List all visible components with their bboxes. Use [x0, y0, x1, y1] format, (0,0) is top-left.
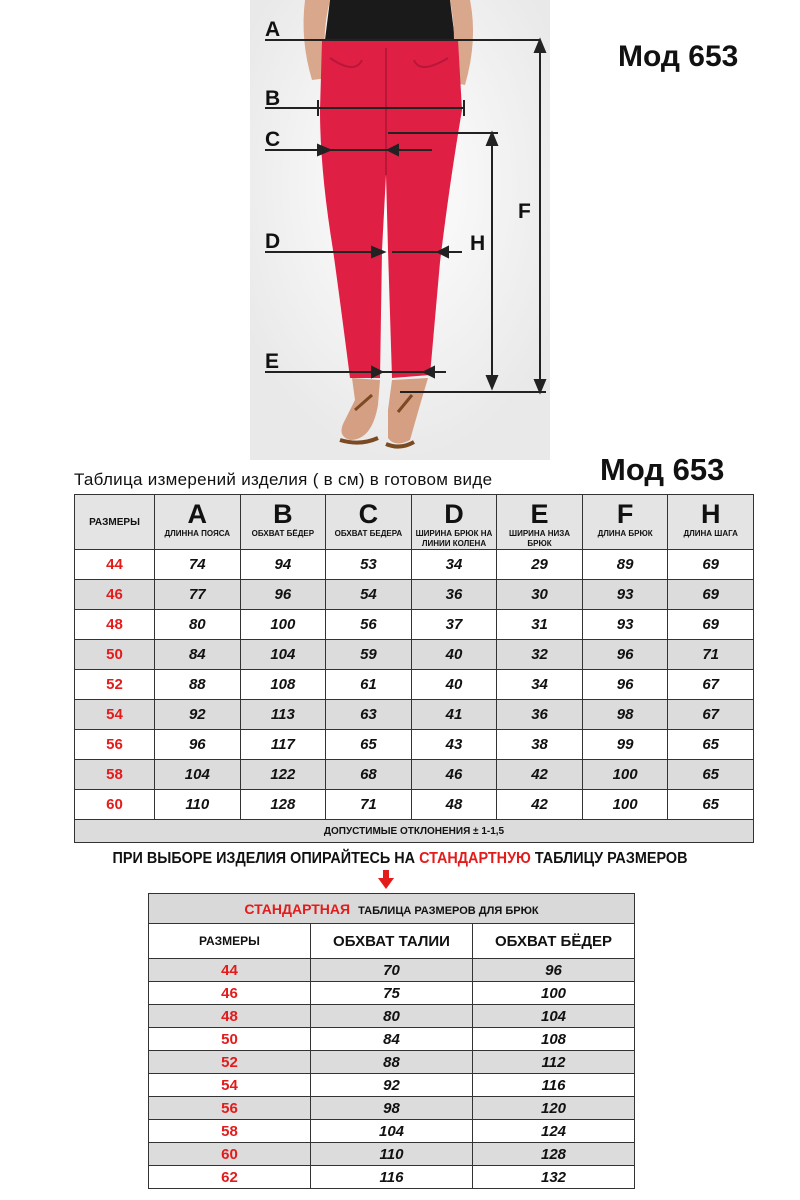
waist-cell: 84	[311, 1028, 473, 1051]
hips-cell: 124	[473, 1120, 635, 1143]
size-cell: 50	[149, 1028, 311, 1051]
value-cell: 88	[155, 670, 241, 700]
table-row	[149, 1051, 635, 1074]
value-cell: 41	[411, 700, 497, 730]
column-header-d: D ШИРИНА БРЮК НА ЛИНИИ КОЛЕНА	[411, 495, 497, 550]
size-cell: 60	[149, 1143, 311, 1166]
measure-label-e: E	[265, 350, 280, 373]
table-row	[75, 760, 754, 790]
value-cell: 100	[582, 790, 668, 820]
value-cell: 84	[155, 640, 241, 670]
measure-label-f: F	[518, 200, 531, 223]
standard-title-rest: ТАБЛИЦА РАЗМЕРОВ ДЛЯ БРЮК	[358, 904, 539, 917]
value-cell: 104	[155, 760, 241, 790]
size-cell: 54	[75, 700, 155, 730]
value-cell: 36	[497, 700, 583, 730]
waist-cell: 88	[311, 1051, 473, 1074]
table-row	[149, 1074, 635, 1097]
value-cell: 80	[155, 610, 241, 640]
value-cell: 42	[497, 790, 583, 820]
value-cell: 69	[668, 580, 754, 610]
advice-highlight: СТАНДАРТНУЮ	[419, 850, 531, 867]
hips-cell: 112	[473, 1051, 635, 1074]
arrow-down-icon	[378, 870, 394, 890]
standard-header-hips: ОБХВАТ БЁДЕР	[473, 924, 635, 959]
table-row	[75, 790, 754, 820]
size-cell: 56	[149, 1097, 311, 1120]
waist-cell: 75	[311, 982, 473, 1005]
value-cell: 96	[582, 640, 668, 670]
value-cell: 56	[326, 610, 412, 640]
value-cell: 40	[411, 640, 497, 670]
value-cell: 42	[497, 760, 583, 790]
value-cell: 113	[240, 700, 326, 730]
value-cell: 34	[497, 670, 583, 700]
value-cell: 99	[582, 730, 668, 760]
table-row	[149, 1028, 635, 1051]
advice-text-end: ТАБЛИЦУ РАЗМЕРОВ	[530, 850, 688, 867]
value-cell: 38	[497, 730, 583, 760]
hips-cell: 100	[473, 982, 635, 1005]
value-cell: 74	[155, 550, 241, 580]
value-cell: 93	[582, 580, 668, 610]
table-row	[149, 1097, 635, 1120]
table-row	[75, 580, 754, 610]
hips-cell: 104	[473, 1005, 635, 1028]
value-cell: 122	[240, 760, 326, 790]
value-cell: 69	[668, 550, 754, 580]
value-cell: 37	[411, 610, 497, 640]
column-header-f: F ДЛИНА БРЮК	[582, 495, 668, 550]
value-cell: 34	[411, 550, 497, 580]
value-cell: 59	[326, 640, 412, 670]
size-column-header: РАЗМЕРЫ	[75, 495, 155, 550]
measurement-table-caption: Таблица измерений изделия ( в см) в готовом виде	[74, 470, 493, 489]
value-cell: 94	[240, 550, 326, 580]
value-cell: 98	[582, 700, 668, 730]
column-header-e: E ШИРИНА НИЗА БРЮК	[497, 495, 583, 550]
size-cell: 44	[75, 550, 155, 580]
value-cell: 71	[326, 790, 412, 820]
value-cell: 48	[411, 790, 497, 820]
waist-cell: 70	[311, 959, 473, 982]
size-cell: 58	[75, 760, 155, 790]
size-advice	[40, 850, 760, 868]
value-cell: 92	[155, 700, 241, 730]
value-cell: 65	[668, 730, 754, 760]
value-cell: 128	[240, 790, 326, 820]
size-cell: 56	[75, 730, 155, 760]
waist-cell: 116	[311, 1166, 473, 1189]
measurement-table-model: Мод 653	[600, 452, 725, 487]
value-cell: 96	[155, 730, 241, 760]
hips-cell: 108	[473, 1028, 635, 1051]
value-cell: 54	[326, 580, 412, 610]
value-cell: 65	[668, 790, 754, 820]
waist-cell: 80	[311, 1005, 473, 1028]
table-row	[75, 640, 754, 670]
value-cell: 108	[240, 670, 326, 700]
value-cell: 77	[155, 580, 241, 610]
value-cell: 36	[411, 580, 497, 610]
value-cell: 65	[326, 730, 412, 760]
column-header-c: C ОБХВАТ БЕДЕРА	[326, 495, 412, 550]
value-cell: 68	[326, 760, 412, 790]
value-cell: 96	[240, 580, 326, 610]
table-row	[149, 1120, 635, 1143]
size-cell: 62	[149, 1166, 311, 1189]
standard-size-table	[148, 893, 635, 1189]
model-title: Мод 653	[618, 40, 739, 73]
value-cell: 30	[497, 580, 583, 610]
hips-cell: 132	[473, 1166, 635, 1189]
table-row	[149, 982, 635, 1005]
value-cell: 31	[497, 610, 583, 640]
hips-cell: 96	[473, 959, 635, 982]
measurement-table	[74, 494, 754, 843]
value-cell: 63	[326, 700, 412, 730]
standard-header-waist: ОБХВАТ ТАЛИИ	[311, 924, 473, 959]
size-cell: 46	[75, 580, 155, 610]
hips-cell: 116	[473, 1074, 635, 1097]
value-cell: 65	[668, 760, 754, 790]
value-cell: 53	[326, 550, 412, 580]
value-cell: 43	[411, 730, 497, 760]
measure-label-b: B	[265, 87, 281, 110]
value-cell: 71	[668, 640, 754, 670]
waist-cell: 110	[311, 1143, 473, 1166]
value-cell: 104	[240, 640, 326, 670]
column-header-h: H ДЛИНА ШАГА	[668, 495, 754, 550]
advice-text-start: ПРИ ВЫБОРЕ ИЗДЕЛИЯ ОПИРАЙТЕСЬ НА	[112, 850, 420, 867]
waist-cell: 104	[311, 1120, 473, 1143]
size-cell: 46	[149, 982, 311, 1005]
tolerance-row	[75, 820, 754, 843]
value-cell: 100	[240, 610, 326, 640]
value-cell: 100	[582, 760, 668, 790]
waist-cell: 98	[311, 1097, 473, 1120]
hips-cell: 128	[473, 1143, 635, 1166]
table-row	[149, 1166, 635, 1189]
size-cell: 48	[75, 610, 155, 640]
table-row	[75, 700, 754, 730]
value-cell: 110	[155, 790, 241, 820]
hips-cell: 120	[473, 1097, 635, 1120]
table-row	[75, 730, 754, 760]
column-header-b: B ОБХВАТ БЁДЕР	[240, 495, 326, 550]
value-cell: 40	[411, 670, 497, 700]
standard-title-red: СТАНДАРТНАЯ	[244, 900, 351, 917]
standard-header-sizes: РАЗМЕРЫ	[149, 924, 311, 959]
value-cell: 61	[326, 670, 412, 700]
size-cell: 60	[75, 790, 155, 820]
measure-label-c: C	[265, 128, 281, 151]
size-cell: 50	[75, 640, 155, 670]
size-cell: 52	[149, 1051, 311, 1074]
table-row	[149, 1143, 635, 1166]
value-cell: 67	[668, 700, 754, 730]
value-cell: 117	[240, 730, 326, 760]
table-row	[75, 670, 754, 700]
measure-label-d: D	[265, 230, 281, 253]
column-header-a: A ДЛИННА ПОЯСА	[155, 495, 241, 550]
value-cell: 96	[582, 670, 668, 700]
value-cell: 32	[497, 640, 583, 670]
measurement-table-header	[75, 495, 754, 550]
table-row	[149, 959, 635, 982]
tolerance-note: ДОПУСТИМЫЕ ОТКЛОНЕНИЯ ± 1-1,5	[75, 820, 754, 843]
standard-table-title	[149, 894, 635, 924]
value-cell: 46	[411, 760, 497, 790]
size-cell: 44	[149, 959, 311, 982]
table-row	[149, 1005, 635, 1028]
table-row	[75, 610, 754, 640]
value-cell: 93	[582, 610, 668, 640]
pants-measurement-figure	[0, 0, 800, 460]
size-cell: 48	[149, 1005, 311, 1028]
size-cell: 54	[149, 1074, 311, 1097]
measure-label-a: A	[265, 18, 281, 41]
size-cell: 58	[149, 1120, 311, 1143]
value-cell: 29	[497, 550, 583, 580]
measure-label-h: H	[470, 232, 486, 255]
waist-cell: 92	[311, 1074, 473, 1097]
size-cell: 52	[75, 670, 155, 700]
table-row	[75, 550, 754, 580]
value-cell: 67	[668, 670, 754, 700]
value-cell: 69	[668, 610, 754, 640]
value-cell: 89	[582, 550, 668, 580]
